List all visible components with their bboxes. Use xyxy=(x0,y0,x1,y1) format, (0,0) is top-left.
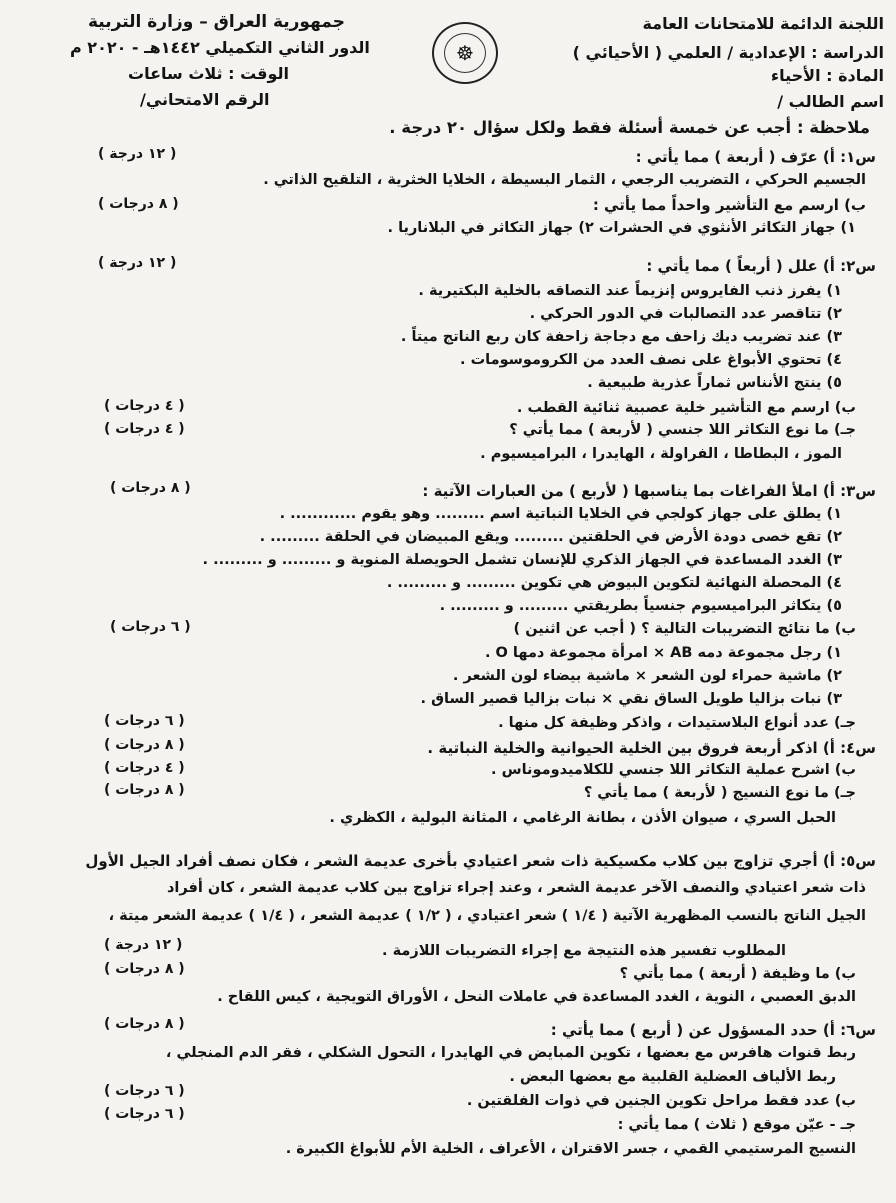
q4-a: س٤: أ) اذكر أربعة فروق بين الخلية الحيوانية والخلية النباتية . xyxy=(427,739,876,757)
q5-b-mark: ( ٨ درجات ) xyxy=(104,961,185,977)
q6-a-items2: ربط الألياف العضلية القلبية مع بعضها البعض . xyxy=(509,1069,836,1085)
q3-c: جـ) عدد أنواع البلاستيدات ، واذكر وظيفة كل منها . xyxy=(498,715,856,731)
student-name-label: اسم الطالب / xyxy=(777,92,884,111)
q1-b: ب) ارسم مع التأشير واحداً مما يأتي : xyxy=(592,196,866,214)
q6-b-mark: ( ٦ درجات ) xyxy=(104,1083,185,1099)
q6-c: جـ - عيّن موقع ( ثلاث ) مما يأتي : xyxy=(617,1117,856,1133)
q1-b-mark: ( ٨ درجات ) xyxy=(98,196,179,212)
q1-a-mark: ( ١٢ درجة ) xyxy=(98,146,177,162)
committee-title: اللجنة الدائمة للامتحانات العامة xyxy=(642,14,884,33)
q3-a3: ٣) الغدد المساعدة في الجهاز الذكري للإنسان تشمل الحويصلة المنوية و ......... و ......... . xyxy=(202,552,842,568)
q5-a-mark: ( ١٢ درجة ) xyxy=(104,937,183,953)
q1-b-items: ١) جهاز التكاثر الأنثوي في الحشرات ٢) جهاز التكاثر في البلاناريا . xyxy=(387,220,856,236)
q2-c-mark: ( ٤ درجات ) xyxy=(104,421,185,437)
q1-a: س١: أ) عرّف ( أربعة ) مما يأتي : xyxy=(635,148,876,166)
subject: المادة : الأحياء xyxy=(770,66,884,85)
q3-a-mark: ( ٨ درجات ) xyxy=(110,480,191,496)
republic-ministry: جمهورية العراق – وزارة التربية xyxy=(88,12,345,32)
q3-b-mark: ( ٦ درجات ) xyxy=(110,619,191,635)
q5-a-line4: المطلوب تفسير هذه النتيجة مع إجراء التضريبات اللازمة . xyxy=(382,943,786,959)
q3-b: ب) ما نتائج التضريبات التالية ؟ ( أجب عن اثنين ) xyxy=(513,621,856,637)
q4-c: جـ) ما نوع النسيج ( لأربعة ) مما يأتي ؟ xyxy=(583,785,856,801)
q2-c: جـ) ما نوع التكاثر اللا جنسي ( لأربعة ) مما يأتي ؟ xyxy=(509,422,856,438)
q3-b3: ٣) نبات بزاليا طويل الساق نقي × نبات بزاليا قصير الساق . xyxy=(420,691,842,707)
q2-a2: ٢) تتاقصر عدد التصالبات في الدور الحركي . xyxy=(529,306,842,322)
q3-a: س٣: أ) املأ الفراغات بما يناسبها ( لأربع ) من العبارات الآتية : xyxy=(422,482,876,500)
q3-a2: ٢) تقع خصى دودة الأرض في الحلقتين ......... ويقع المبيضان في الحلقة ......... . xyxy=(259,529,842,545)
q4-c-mark: ( ٨ درجات ) xyxy=(104,782,185,798)
exam-number-label: الرقم الامتحاني/ xyxy=(140,90,270,109)
q3-b1: ١) رجل مجموعة دمه AB × امرأة مجموعة دمها O . xyxy=(484,645,842,661)
q5-b: ب) ما وظيفة ( أربعة ) مما يأتي ؟ xyxy=(619,966,856,982)
exam-time: الوقت : ثلاث ساعات xyxy=(128,64,290,83)
q3-a1: ١) يطلق على جهاز كولجي في الخلايا النباتية اسم ......... وهو يقوم ............ . xyxy=(279,506,842,522)
q4-a-mark: ( ٨ درجات ) xyxy=(104,737,185,753)
q3-c-mark: ( ٦ درجات ) xyxy=(104,713,185,729)
q2-b: ب) ارسم مع التأشير خلية عصبية ثنائية القطب . xyxy=(516,400,856,416)
q2-c-items: الموز ، البطاطا ، الفراولة ، الهايدرا ، البراميسيوم . xyxy=(480,446,842,462)
q4-b: ب) اشرح عملية التكاثر اللا جنسي للكلاميدوموناس . xyxy=(491,762,856,778)
q2-a5: ٥) ينتج الأنناس ثماراً عذرية طبيعية . xyxy=(587,375,842,391)
q3-a4: ٤) المحصلة النهائية لتكوين البيوض هي تكوين ......... و ......... . xyxy=(386,575,842,591)
emblem-seal-icon: ☸ xyxy=(432,22,498,84)
exam-note: ملاحظة : أجب عن خمسة أسئلة فقط ولكل سؤال ٢٠ درجة . xyxy=(389,118,870,137)
q2-a-mark: ( ١٢ درجة ) xyxy=(98,255,177,271)
q5-a-line1: س٥: أ) أجري تزاوج بين كلاب مكسيكية ذات شعر اعتيادي بأخرى عديمة الشعر ، فكان نصف أفراد الجيل الأول xyxy=(85,852,876,870)
q2-b-mark: ( ٤ درجات ) xyxy=(104,398,185,414)
q3-b2: ٢) ماشية حمراء لون الشعر × ماشية بيضاء لون الشعر . xyxy=(452,668,842,684)
q2-a1: ١) يفرز ذنب الفايروس إنزيماً عند التصاقه بالخلية البكتيرية . xyxy=(418,283,842,299)
q1-a-items: الجسيم الحركي ، التضريب الرجعي ، الثمار البسيطة ، الخلايا الخثرية ، التلقيح الذاتي . xyxy=(263,172,866,188)
q6-a-items1: ربط قنوات هافرس مع بعضها ، تكوين المبايض في الهايدرا ، التحول الشكلي ، فقر الدم المنجلي ، xyxy=(165,1045,856,1061)
q6-a: س٦: أ) حدد المسؤول عن ( أربع ) مما يأتي : xyxy=(550,1021,876,1039)
q6-a-mark: ( ٨ درجات ) xyxy=(104,1016,185,1032)
q5-b-items: الدبق العصبي ، النوية ، الغدد المساعدة في عاملات النحل ، الأوراق التويجية ، كيس اللقاح . xyxy=(217,989,856,1005)
q6-b: ب) عدد فقط مراحل تكوين الجنين في ذوات الفلقتين . xyxy=(466,1093,856,1109)
study-branch: الدراسة : الإعدادية / العلمي ( الأحيائي ) xyxy=(572,43,884,62)
q4-c-items: الحبل السري ، صيوان الأذن ، بطانة الرغامي ، المثانة البولية ، الكظري . xyxy=(329,810,836,826)
exam-round: الدور الثاني التكميلي ١٤٤٢هـ - ٢٠٢٠ م xyxy=(70,38,370,57)
q6-c-items: النسيج المرستيمي القمي ، جسر الاقتران ، الأعراف ، الخلية الأم للأبواغ الكبيرة . xyxy=(285,1141,856,1157)
q2-a: س٢: أ) علل ( أربعاً ) مما يأتي : xyxy=(646,257,876,275)
q4-b-mark: ( ٤ درجات ) xyxy=(104,760,185,776)
q5-a-line2: ذات شعر اعتيادي والنصف الآخر عديمة الشعر ، وعند إجراء تزاوج بين كلاب عديمة الشعر ، كان أفراد xyxy=(166,880,866,896)
q5-a-line3: الجيل الناتج بالنسب المظهرية الآتية ( ١/٤ ) شعر اعتيادي ، ( ١/٢ ) عديمة الشعر ، ( ١/٤ ) عديمة الشعر ميتة ، xyxy=(108,908,866,924)
q2-a4: ٤) تحتوي الأبواغ على نصف العدد من الكروموسومات . xyxy=(460,352,842,368)
q6-c-mark: ( ٦ درجات ) xyxy=(104,1106,185,1122)
q2-a3: ٣) عند تضريب ديك زاحف مع دجاجة زاحفة كان ربع الناتج ميتاً . xyxy=(400,329,842,345)
q3-a5: ٥) يتكاثر البراميسيوم جنسياً بطريقتي ......... و ......... . xyxy=(439,598,842,614)
